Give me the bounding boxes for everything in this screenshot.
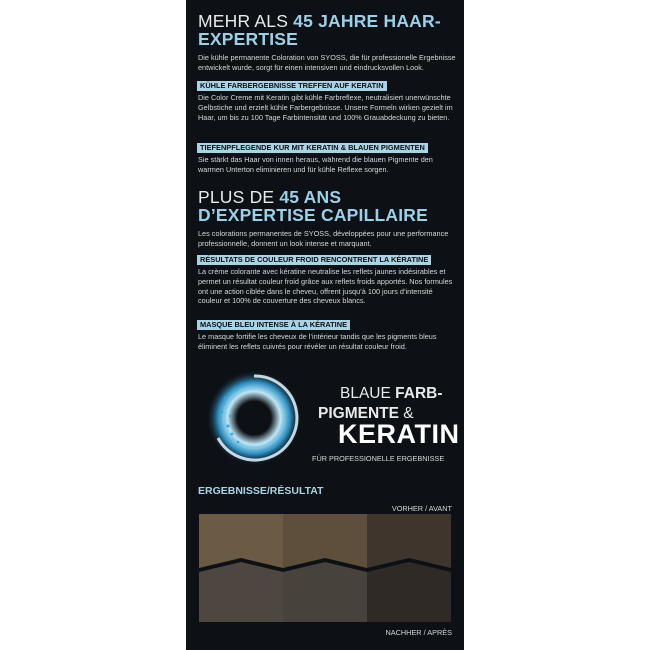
keratin-tagline: FÜR PROFESSIONELLE ERGEBNISSE — [312, 454, 445, 463]
french-heading: PLUS DE 45 ANS D’EXPERTISE CAPILLAIRE — [198, 187, 428, 225]
keratin-line1: BLAUE FARB- — [340, 385, 443, 402]
blue-pigment-swirl-icon — [204, 368, 304, 468]
french-section1-title: RÉSULTATS DE COULEUR FROID RENCONTRENT LA KÉRATINE — [197, 255, 431, 265]
results-title: ERGEBNISSE/RÉSULTAT — [198, 485, 324, 497]
french-section1-body: La crème colorante avec kératine neutralise les reflets jaunes indésirables et permet un résultat couleur froid grâce aux reflets froids apportés. Nos formules ont une action ciblée dans le cheveu, offrent jusqu’à 100 jours d’intensité couleur et 100% de couverture des cheveux blancs. — [198, 267, 453, 306]
swatch-before-1 — [199, 514, 283, 568]
keratin-line3: KERATIN — [338, 419, 460, 449]
hair-swatch-2 — [283, 514, 367, 622]
hair-swatch-3 — [367, 514, 451, 622]
before-label: VORHER / AVANT — [391, 504, 452, 513]
french-section2-title: MASQUE BLEU INTENSE À LA KÉRATINE — [197, 320, 350, 330]
packaging-panel — [186, 0, 464, 650]
swatch-after-1 — [199, 562, 283, 622]
hair-swatch-1 — [199, 514, 283, 622]
swatch-after-2 — [283, 562, 367, 622]
german-section2-body: Sie stärkt das Haar von innen heraus, während die blauen Pigmente den warmen Unterton eliminieren und für kühle Reflexe sorgen. — [198, 155, 433, 174]
german-section1-title: KÜHLE FARBERGEBNISSE TREFFEN AUF KERATIN — [197, 81, 387, 91]
german-intro: Die kühle permanente Coloration von SYOSS, die für professionelle Ergebnisse entwickelt wurde, sorgt für einen intensiven und eindrucksvollen Look. — [198, 53, 456, 72]
german-heading: MEHR ALS 45 JAHRE HAAR-EXPERTISE — [198, 11, 441, 49]
german-section1-body: Die Color Creme mit Keratin gibt kühle Farbreflexe, neutralisiert unerwünschte Gelbstiche und erzielt kühle Farbergebnisse. Unsere Formeln wirken gezielt im Haar, um bis zu 100 Tage Farbintensität und 100% Grauabdeckung zu bieten. — [198, 93, 453, 122]
swatch-after-3 — [367, 562, 451, 622]
swatch-before-3 — [367, 514, 451, 568]
french-intro: Les colorations permanentes de SYOSS, développées pour une performance professionnelle, donnent un look intense et marquant. — [198, 229, 449, 248]
german-section2-title: TIEFENPFLEGENDE KUR MIT KERATIN & BLAUEN PIGMENTEN — [197, 143, 428, 153]
swatch-before-2 — [283, 514, 367, 568]
keratin-line2: PIGMENTE & — [318, 405, 414, 422]
french-section2-body: Le masque fortifie les cheveux de l’intérieur tandis que les pigments bleus éliminent les reflets cuivrés pour révéler un résultat couleur froid. — [198, 332, 437, 351]
after-label: NACHHER / APRÈS — [385, 628, 452, 637]
